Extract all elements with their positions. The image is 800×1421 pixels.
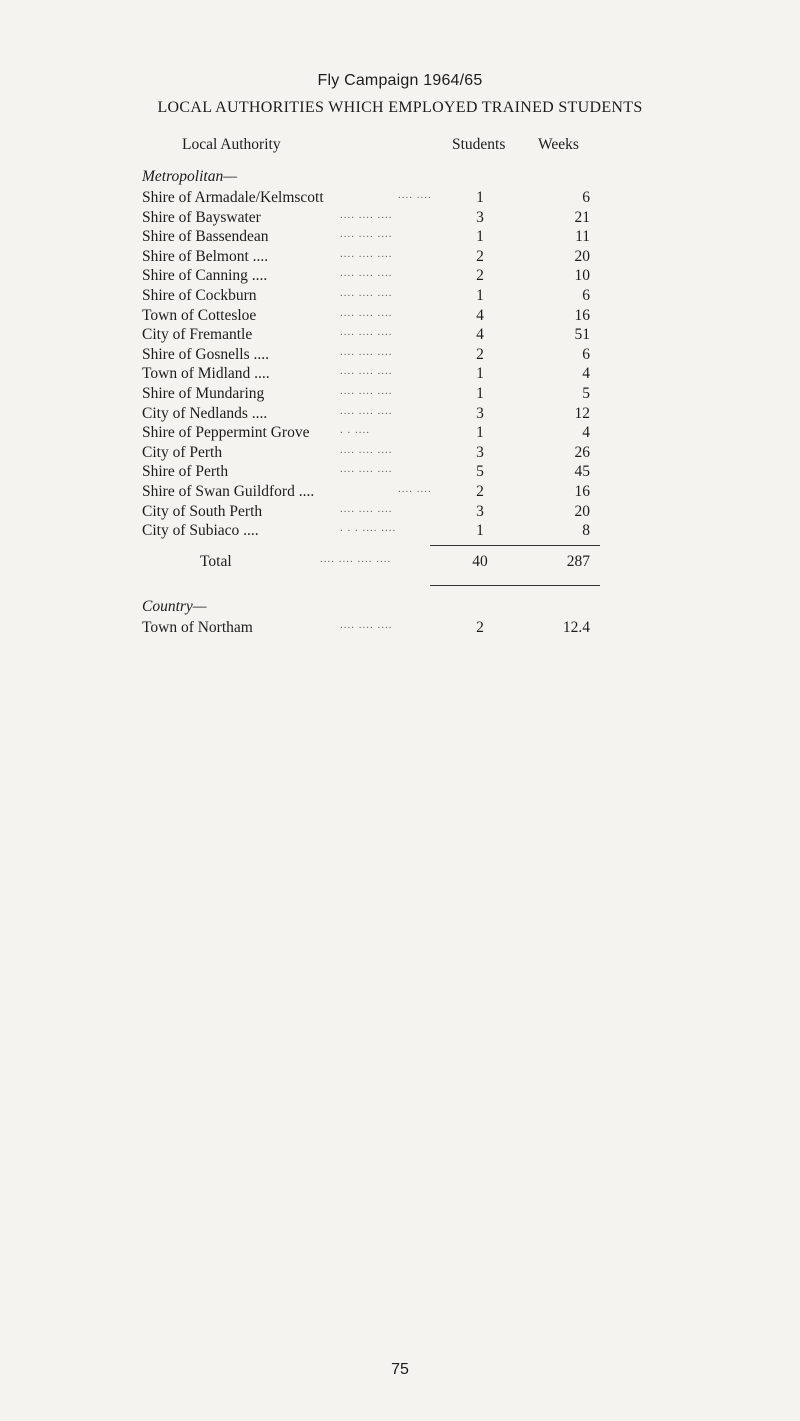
students-value: 3 bbox=[476, 404, 484, 422]
table-row bbox=[0, 503, 800, 523]
authority-name: Shire of Mundaring bbox=[142, 384, 265, 402]
table-row bbox=[0, 287, 800, 307]
weeks-value: 16 bbox=[574, 482, 590, 500]
authority-name: Town of Cottesloe bbox=[142, 306, 257, 324]
authority-name: Shire of Armadale/Kelmscott bbox=[142, 189, 324, 206]
weeks-value: 20 bbox=[574, 247, 590, 265]
authority-name: Shire of Belmont .... bbox=[142, 247, 269, 265]
column-header-authority: Local Authority bbox=[182, 136, 281, 153]
authority-name: City of Fremantle bbox=[142, 326, 253, 344]
leader-dots: .... .... .... bbox=[340, 404, 393, 417]
students-value: 5 bbox=[476, 463, 484, 481]
table-row bbox=[0, 619, 800, 639]
weeks-value: 51 bbox=[574, 326, 590, 344]
authority-name: Shire of Perth bbox=[142, 463, 229, 481]
table-row bbox=[0, 522, 800, 542]
total-row bbox=[0, 553, 800, 573]
weeks-value: 5 bbox=[582, 384, 590, 402]
students-value: 4 bbox=[476, 306, 484, 324]
students-value: 3 bbox=[476, 502, 484, 520]
leader-dots: .... .... .... bbox=[340, 306, 393, 319]
authority-name: City of South Perth bbox=[142, 502, 263, 520]
authority-name: Shire of Peppermint Grove bbox=[142, 424, 310, 442]
weeks-value: 45 bbox=[574, 463, 590, 481]
students-value: 1 bbox=[476, 365, 484, 383]
authority-name: Shire of Bassendean bbox=[142, 228, 269, 246]
section-label-metropolitan: Metropolitan— bbox=[142, 168, 238, 185]
authority-name: Shire of Cockburn bbox=[142, 286, 257, 304]
authority-name: City of Subiaco .... bbox=[142, 522, 259, 540]
column-headers bbox=[0, 136, 800, 156]
students-value: 3 bbox=[476, 443, 484, 461]
students-value: 2 bbox=[476, 345, 484, 363]
students-value: 1 bbox=[476, 286, 484, 304]
table-row bbox=[0, 209, 800, 229]
leader-dots: .... .... bbox=[398, 482, 432, 495]
metropolitan-table bbox=[0, 189, 800, 542]
authority-name: Town of Northam bbox=[142, 619, 253, 636]
weeks-value: 20 bbox=[574, 502, 590, 520]
table-row bbox=[0, 483, 800, 503]
leader-dots: .... .... .... bbox=[340, 345, 393, 358]
authority-name: Shire of Swan Guildford .... bbox=[142, 482, 315, 500]
section-label-country: Country— bbox=[142, 598, 207, 615]
students-value: 2 bbox=[476, 247, 484, 265]
weeks-value: 26 bbox=[574, 443, 590, 461]
weeks-value: 16 bbox=[574, 306, 590, 324]
leader-dots: . . . .... .... bbox=[340, 522, 397, 535]
weeks-value: 12.4 bbox=[562, 619, 590, 636]
total-weeks: 287 bbox=[566, 553, 590, 570]
leader-dots: .... .... .... bbox=[340, 208, 393, 221]
students-value: 1 bbox=[476, 228, 484, 246]
table-row bbox=[0, 365, 800, 385]
leader-dots: .... .... .... bbox=[340, 326, 393, 339]
page-number: 75 bbox=[391, 1361, 409, 1378]
page-title: LOCAL AUTHORITIES WHICH EMPLOYED TRAINED STUDENTS bbox=[157, 99, 643, 116]
students-value: 1 bbox=[476, 189, 484, 206]
leader-dots: .... .... .... bbox=[340, 443, 393, 456]
authority-name: Town of Midland .... bbox=[142, 365, 270, 383]
weeks-value: 21 bbox=[574, 208, 590, 226]
weeks-value: 11 bbox=[575, 228, 590, 246]
leader-dots: .... .... .... bbox=[340, 228, 393, 241]
total-label: Total bbox=[200, 553, 232, 570]
authority-name: City of Nedlands .... bbox=[142, 404, 268, 422]
leader-dots: .... .... .... bbox=[340, 384, 393, 397]
campaign-heading: Fly Campaign 1964/65 bbox=[317, 72, 483, 89]
leader-dots: .... .... .... bbox=[340, 247, 393, 260]
students-value: 4 bbox=[476, 326, 484, 344]
table-row bbox=[0, 346, 800, 366]
table-row bbox=[0, 424, 800, 444]
table-row bbox=[0, 307, 800, 327]
students-value: 1 bbox=[476, 522, 484, 540]
leader-dots: .... .... .... bbox=[340, 365, 393, 378]
weeks-value: 6 bbox=[582, 345, 590, 363]
leader-dots: .... .... .... bbox=[340, 502, 393, 515]
leader-dots: .... .... bbox=[398, 189, 432, 201]
students-value: 1 bbox=[476, 424, 484, 442]
weeks-value: 4 bbox=[582, 365, 590, 383]
total-rule-top bbox=[430, 545, 600, 546]
table-row bbox=[0, 228, 800, 248]
leader-dots: .... .... .... bbox=[340, 619, 393, 631]
weeks-value: 6 bbox=[582, 286, 590, 304]
authority-name: Shire of Bayswater bbox=[142, 208, 261, 226]
leader-dots: .... .... .... bbox=[340, 286, 393, 299]
weeks-value: 10 bbox=[574, 267, 590, 285]
leader-dots: .... .... .... bbox=[340, 267, 393, 280]
leader-dots: .... .... .... bbox=[340, 463, 393, 476]
total-rule-bottom bbox=[430, 585, 600, 586]
students-value: 2 bbox=[476, 619, 484, 636]
leader-dots: . . .... bbox=[340, 424, 370, 437]
table-row bbox=[0, 405, 800, 425]
column-header-students: Students bbox=[452, 136, 506, 153]
students-value: 2 bbox=[476, 482, 484, 500]
column-header-weeks: Weeks bbox=[538, 136, 579, 153]
table-row bbox=[0, 385, 800, 405]
table-row bbox=[0, 248, 800, 268]
authority-name: Shire of Gosnells .... bbox=[142, 345, 270, 363]
total-students: 40 bbox=[472, 553, 488, 570]
weeks-value: 4 bbox=[582, 424, 590, 442]
weeks-value: 6 bbox=[582, 189, 590, 206]
weeks-value: 8 bbox=[582, 522, 590, 540]
table-row bbox=[0, 444, 800, 464]
table-row bbox=[0, 189, 800, 209]
students-value: 1 bbox=[476, 384, 484, 402]
students-value: 2 bbox=[476, 267, 484, 285]
weeks-value: 12 bbox=[574, 404, 590, 422]
total-leader-dots: .... .... .... .... bbox=[320, 553, 392, 565]
students-value: 3 bbox=[476, 208, 484, 226]
table-row bbox=[0, 463, 800, 483]
country-table bbox=[0, 619, 800, 639]
authority-name: City of Perth bbox=[142, 443, 223, 461]
table-row bbox=[0, 326, 800, 346]
authority-name: Shire of Canning .... bbox=[142, 267, 268, 285]
table-row bbox=[0, 267, 800, 287]
